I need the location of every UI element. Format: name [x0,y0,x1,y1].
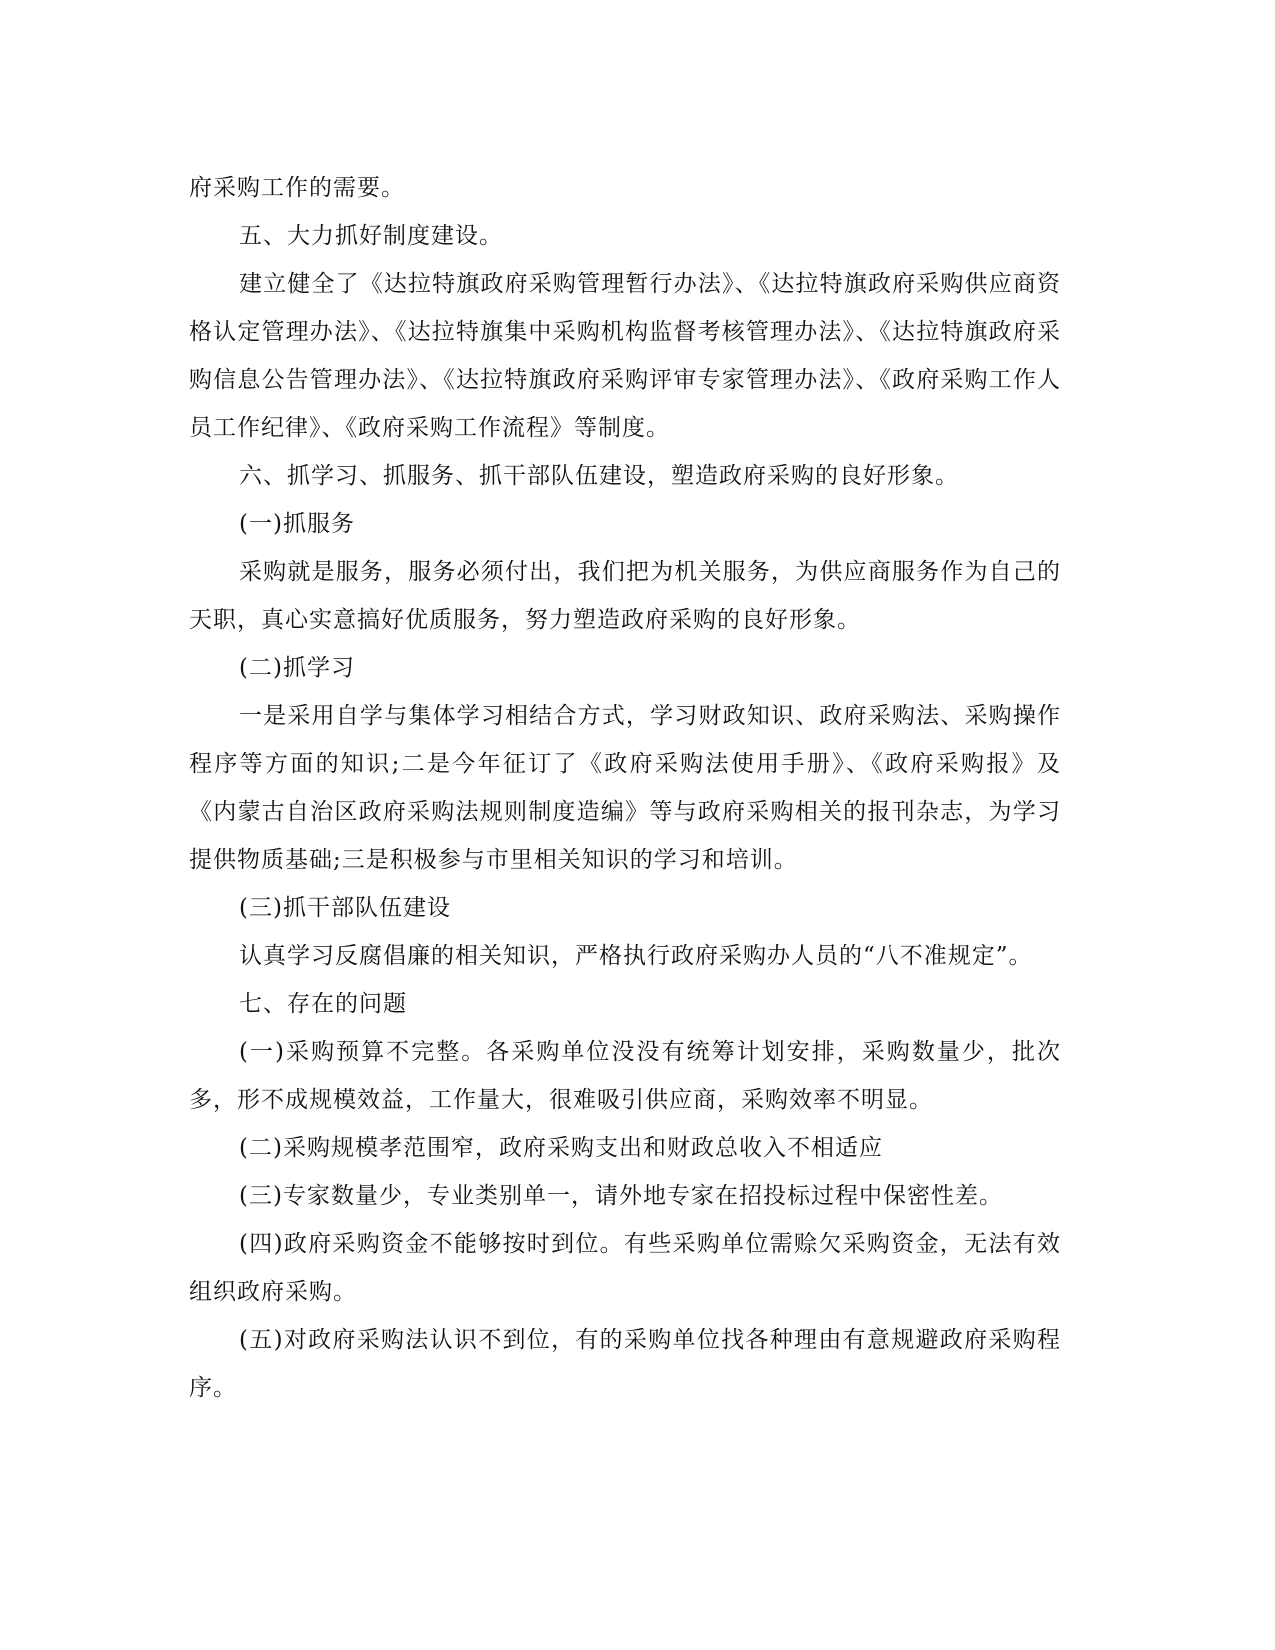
document-body [189,164,1061,1412]
subheading-study: (二)抓学习 [239,655,355,681]
problem-5: (五)对政府采购法认识不到位，有的采购单位找各种理由有意规避政府采购程序。 [189,1327,1061,1401]
problem-2: (二)采购规模孝范围窄，政府采购支出和财政总收入不相适应 [239,1135,883,1161]
paragraph-service: 采购就是服务，服务必须付出，我们把为机关服务，为供应商服务作为自己的天职，真心实意搞好优质服务，努力塑造政府采购的良好形象。 [189,559,1061,633]
problem-3: (三)专家数量少，专业类别单一，请外地专家在招投标过程中保密性差。 [239,1183,1003,1209]
section-heading-5: 五、大力抓好制度建设。 [239,223,503,249]
subheading-team: (三)抓干部队伍建设 [239,895,451,921]
paragraph-study: 一是采用自学与集体学习相结合方式，学习财政知识、政府采购法、采购操作程序等方面的知识;二是今年征订了《政府采购法使用手册》、《政府采购报》及《内蒙古自治区政府采购法规则制度造编》等与政府采购相关的报刊杂志，为学习提供物质基础;三是积极参与市里相关知识的学习和培训。 [189,703,1061,873]
section-heading-6: 六、抓学习、抓服务、抓干部队伍建设，塑造政府采购的良好形象。 [239,463,959,489]
paragraph-regulations: 建立健全了《达拉特旗政府采购管理暂行办法》、《达拉特旗政府采购供应商资格认定管理办法》、《达拉特旗集中采购机构监督考核管理办法》、《达拉特旗政府采购信息公告管理办法》、《达拉特旗政府采购评审专家管理办法》、《政府采购工作人员工作纪律》、《政府采购工作流程》等制度。 [189,271,1061,441]
problem-1: (一)采购预算不完整。各采购单位没没有统筹计划安排，采购数量少，批次多，形不成规模效益，工作量大，很难吸引供应商，采购效率不明显。 [189,1039,1061,1113]
paragraph-continuation: 府采购工作的需要。 [189,175,405,201]
paragraph-team: 认真学习反腐倡廉的相关知识，严格执行政府采购办人员的“八不准规定”。 [239,943,1033,969]
subheading-service: (一)抓服务 [239,511,355,537]
problem-4: (四)政府采购资金不能够按时到位。有些采购单位需赊欠采购资金，无法有效组织政府采购。 [189,1231,1061,1305]
section-heading-7: 七、存在的问题 [239,991,407,1017]
